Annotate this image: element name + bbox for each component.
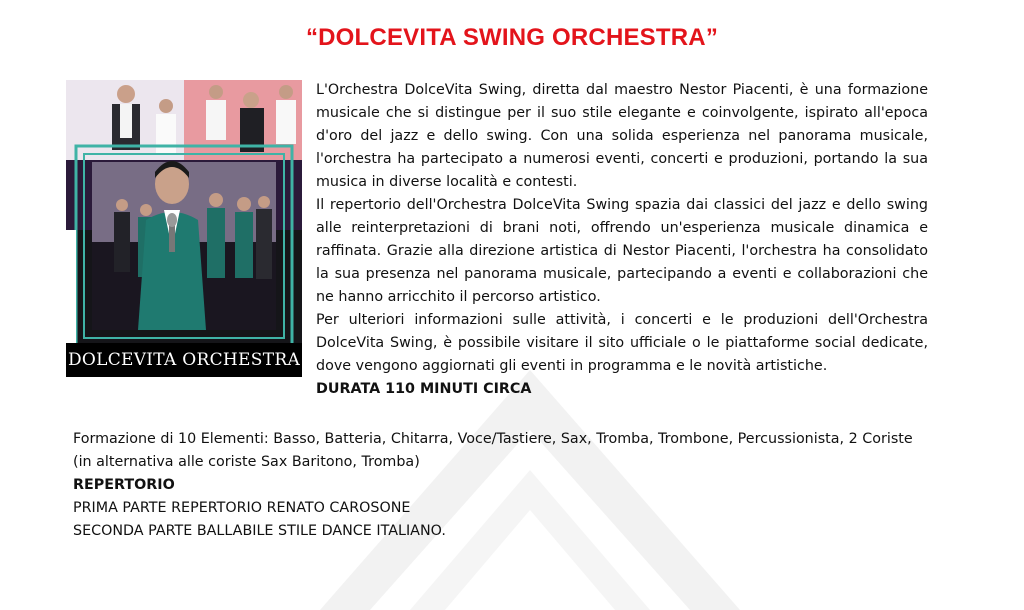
formation-text: Formazione di 10 Elementi: Basso, Batteria, Chitarra, Voce/Tastiere, Sax, Tromba, Trombone, Percussionista, 2 Coriste (in alternativa alle coriste Sax Baritono, Tromba) [73, 431, 913, 470]
repertoire-heading: REPERTORIO [73, 477, 175, 493]
intro-paragraph-1: L'Orchestra DolceVita Swing, diretta dal maestro Nestor Piacenti, è una formazione musicale che si distingue per il suo stile elegante e coinvolgente, ispirato all'epoca d'oro del jazz e dello swing. Con una solida esperienza nel panorama musicale, l'orchestra ha partecipato a numerosi eventi, concerti e produzioni, portando la sua musica in diverse località e contesti. [316, 82, 928, 190]
page-title: “DOLCEVITA SWING ORCHESTRA” [305, 24, 719, 51]
intro-paragraph-2: Il repertorio dell'Orchestra DolceVita Swing spazia dai classici del jazz e dello swing alle reinterpretazioni di brani noti, offrendo un'esperienza musicale dinamica e raffinata. Grazie alla direzione artistica di Nestor Piacenti, l'orchestra ha consolidato la sua presenza nel panorama musicale, partecipando a eventi e collaborazioni che ne hanno arricchito il percorso artistico. [316, 197, 928, 305]
intro-paragraph-3: Per ulteriori informazioni sulle attività, i concerti e le produzioni dell'Orchestra DolceVita Swing, è possibile visitare il sito ufficiale o le piattaforme social dedicate, dove vengono aggiornati gli eventi in programma e le novità artistiche. [316, 312, 928, 374]
repertoire-part-1: PRIMA PARTE REPERTORIO RENATO CAROSONE [73, 500, 411, 516]
description-block [316, 79, 928, 401]
details-block [73, 428, 929, 543]
orchestra-poster [66, 80, 302, 377]
duration-line: DURATA 110 MINUTI CIRCA [316, 381, 532, 397]
repertoire-part-2: SECONDA PARTE BALLABILE STILE DANCE ITALIANO. [73, 523, 446, 539]
poster-photo [66, 80, 302, 377]
poster-caption: DOLCEVITA ORCHESTRA [66, 343, 302, 377]
